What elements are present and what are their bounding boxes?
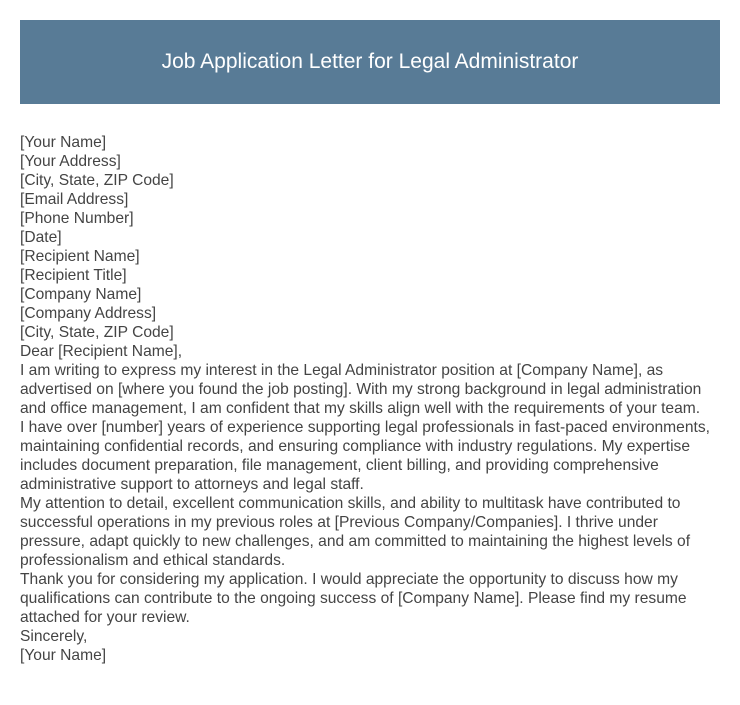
sender-city-state-zip: [City, State, ZIP Code] [20,172,174,189]
paragraph-closing: Thank you for considering my application. I would appreciate the opportunity to discuss how my qualifications can contribute to the ongoing success of [Company Name]. Please find my resume attached for your review. [20,571,687,626]
sender-address: [Your Address] [20,153,121,170]
sender-block [20,133,720,247]
paragraph-intro: I am writing to express my interest in the Legal Administrator position at [Company Name], as advertised on [where you found the job posting]. With my strong background in legal administration and office management, I am confident that my skills align well with the requirements of your team. [20,362,702,417]
recipient-company-address: [Company Address] [20,305,157,322]
letter-body [20,133,720,665]
recipient-company: [Company Name] [20,286,142,303]
recipient-block [20,247,720,342]
closing: Sincerely, [20,628,88,645]
letter-date: [Date] [20,229,62,246]
recipient-name: [Recipient Name] [20,248,140,265]
document-header [20,20,720,104]
sender-phone: [Phone Number] [20,210,134,227]
salutation: Dear [Recipient Name], [20,343,183,360]
document-title: Job Application Letter for Legal Administrator [161,50,579,73]
paragraph-experience: I have over [number] years of experience supporting legal professionals in fast-paced environments, maintaining confidential records, and ensuring compliance with industry regulations. My expertise includes document preparation, file management, client billing, and providing comprehensive administrative support to attorneys and legal staff. [20,419,710,493]
sender-name: [Your Name] [20,134,107,151]
signature: [Your Name] [20,647,107,664]
paragraph-skills: My attention to detail, excellent communication skills, and ability to multitask have contributed to successful operations in my previous roles at [Previous Company/Companies]. I thrive under pressure, adapt quickly to new challenges, and am committed to maintaining the highest levels of professionalism and ethical standards. [20,495,691,569]
sender-email: [Email Address] [20,191,129,208]
recipient-city-state-zip: [City, State, ZIP Code] [20,324,174,341]
recipient-title: [Recipient Title] [20,267,127,284]
